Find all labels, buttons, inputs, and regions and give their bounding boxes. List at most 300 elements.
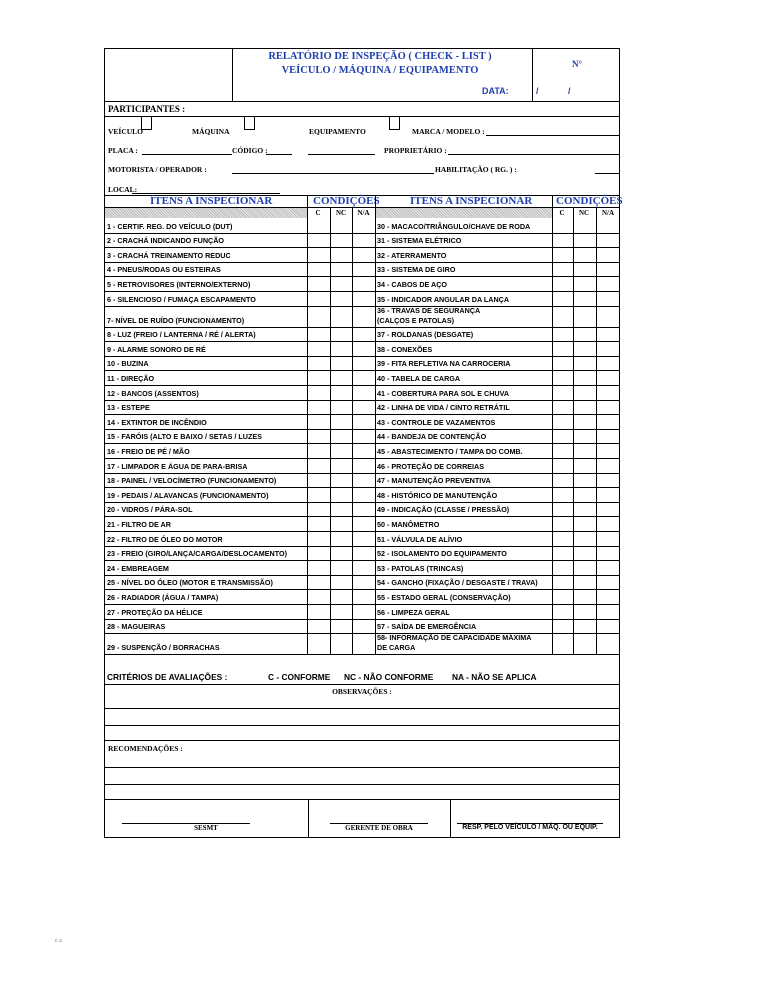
- condition-cell[interactable]: [596, 531, 620, 546]
- responsible-label: RESP. PELO VEÍCULO / MÁQ. OU EQUIP.: [462, 824, 598, 831]
- condition-cell[interactable]: [573, 218, 596, 233]
- item-right-label: 51 - VÁLVULA DE ALÍVIO: [377, 534, 463, 544]
- condition-cell[interactable]: [352, 473, 375, 488]
- item-left-label: 2 - CRACHÁ INDICANDO FUNÇÃO: [107, 236, 224, 246]
- condition-cell[interactable]: [352, 247, 375, 262]
- condition-cell[interactable]: [552, 218, 573, 233]
- condition-cell[interactable]: [352, 502, 375, 517]
- condition-cell[interactable]: [596, 487, 620, 502]
- condition-cell[interactable]: [552, 443, 573, 458]
- condition-cell[interactable]: [552, 589, 573, 604]
- sign-divider-1: [308, 799, 309, 838]
- item-right-label: 30 - MACACO/TRIÂNGULO/CHAVE DE RODA: [377, 221, 531, 231]
- condition-cell[interactable]: [307, 589, 330, 604]
- condition-cell[interactable]: [573, 429, 596, 444]
- condition-cell[interactable]: [307, 414, 330, 429]
- cond-na-right: N/A: [601, 209, 615, 217]
- criteria-nao-conforme: NC - NÃO CONFORME: [344, 672, 434, 682]
- condition-cell[interactable]: [352, 370, 375, 385]
- header-divider-right: [532, 48, 533, 101]
- condition-cell[interactable]: [307, 306, 330, 327]
- condition-cell[interactable]: [552, 516, 573, 531]
- brand-model-field[interactable]: [486, 135, 619, 136]
- item-left-label: 8 - LUZ (FREIO / LANTERNA / RÉ / ALERTA): [107, 330, 256, 340]
- condition-cell[interactable]: [352, 443, 375, 458]
- owner-label: PROPRIETÁRIO :: [384, 146, 447, 155]
- condition-cell[interactable]: [552, 233, 573, 248]
- condition-cell[interactable]: [330, 218, 352, 233]
- condition-cell[interactable]: [596, 327, 620, 342]
- condition-cell[interactable]: [573, 575, 596, 590]
- manager-label: GERENTE DE OBRA: [345, 824, 413, 832]
- condition-cell[interactable]: [596, 429, 620, 444]
- cond-na-left: N/A: [357, 209, 370, 217]
- condition-cell[interactable]: [596, 341, 620, 356]
- condition-cell[interactable]: [552, 502, 573, 517]
- item-left-label: 24 - EMBREAGEM: [107, 563, 169, 573]
- condition-cell[interactable]: [330, 604, 352, 619]
- item-right-label: 41 - COBERTURA PARA SOL E CHUVA: [377, 388, 510, 398]
- condition-cell[interactable]: [307, 218, 330, 233]
- observations-label: OBSERVAÇÕES :: [332, 687, 392, 696]
- equipment-checkbox[interactable]: [389, 116, 400, 130]
- criteria-conforme: C - CONFORME: [268, 672, 331, 682]
- condition-cell[interactable]: [573, 443, 596, 458]
- column-line: [552, 195, 553, 207]
- recommendations-label: RECOMENDAÇÕES :: [108, 744, 183, 753]
- condition-cell[interactable]: [307, 429, 330, 444]
- plate-label: PLACA :: [108, 146, 138, 155]
- license-field[interactable]: [595, 173, 619, 174]
- rec-line-3[interactable]: [104, 799, 620, 800]
- item-right-label: 58- INFORMAÇÃO DE CAPACIDADE MÁXIMA: [377, 633, 532, 643]
- item-left-label: 28 - MAGUEIRAS: [107, 622, 166, 632]
- obs-line-3[interactable]: [104, 740, 620, 741]
- condition-cell[interactable]: [552, 276, 573, 291]
- item-right-label: 43 - CONTROLE DE VAZAMENTOS: [377, 417, 496, 427]
- condition-cell[interactable]: [573, 458, 596, 473]
- participants-title: PARTICIPANTES :: [108, 104, 186, 114]
- vehicle-checkbox[interactable]: [141, 116, 152, 130]
- condition-cell[interactable]: [552, 385, 573, 400]
- item-left-label: 1 - CERTIF. REG. DO VEÍCULO (DUT): [107, 221, 233, 231]
- date-separator: /: [536, 86, 539, 96]
- condition-cell[interactable]: [352, 487, 375, 502]
- subheader-line: [104, 207, 620, 208]
- condition-cell[interactable]: [573, 487, 596, 502]
- item-left-label: 7- NÍVEL DE RUÍDO (FUNCIONAMENTO): [107, 315, 245, 325]
- condition-cell[interactable]: [596, 306, 620, 327]
- condition-cell[interactable]: [307, 385, 330, 400]
- condition-cell[interactable]: [552, 473, 573, 488]
- condition-cell[interactable]: [596, 356, 620, 371]
- code-field[interactable]: [266, 154, 292, 155]
- condition-cell[interactable]: [352, 291, 375, 306]
- condition-cell[interactable]: [573, 531, 596, 546]
- condition-cell[interactable]: [596, 262, 620, 277]
- condition-cell[interactable]: [596, 370, 620, 385]
- condition-cell[interactable]: [330, 487, 352, 502]
- column-line: [375, 207, 376, 654]
- item-left-label: 27 - PROTEÇÃO DA HÉLICE: [107, 607, 203, 617]
- condition-cell[interactable]: [573, 341, 596, 356]
- condition-cell[interactable]: [573, 560, 596, 575]
- condition-cell[interactable]: [352, 633, 375, 654]
- condition-cell[interactable]: [352, 414, 375, 429]
- condition-cell[interactable]: [307, 560, 330, 575]
- item-left-label: 14 - EXTINTOR DE INCÊNDIO: [107, 417, 207, 427]
- condition-cell[interactable]: [352, 458, 375, 473]
- condition-cell[interactable]: [352, 531, 375, 546]
- condition-cell[interactable]: [573, 291, 596, 306]
- condition-cell[interactable]: [352, 276, 375, 291]
- criteria-label: CRITÉRIOS DE AVALIAÇÕES :: [107, 672, 228, 682]
- condition-cell[interactable]: [552, 414, 573, 429]
- hatch-right: [375, 208, 552, 218]
- machine-label: MÁQUINA: [192, 127, 230, 136]
- condition-cell[interactable]: [330, 306, 352, 327]
- condition-cell[interactable]: [330, 546, 352, 561]
- condition-cell[interactable]: [330, 341, 352, 356]
- condition-cell[interactable]: [552, 291, 573, 306]
- item-right-label: 55 - ESTADO GERAL (CONSERVAÇÃO): [377, 593, 511, 602]
- condition-cell[interactable]: [552, 247, 573, 262]
- item-left-label: 9 - ALARME SONORO DE RÉ: [107, 344, 206, 354]
- condition-cell[interactable]: [573, 327, 596, 342]
- condition-cell[interactable]: [330, 458, 352, 473]
- condition-cell[interactable]: [307, 233, 330, 248]
- row-line: [104, 654, 620, 655]
- item-right-label: 36 - TRAVAS DE SEGURANÇA: [377, 305, 481, 315]
- condition-cell[interactable]: [596, 218, 620, 233]
- obs-line-2[interactable]: [104, 725, 620, 726]
- condition-cell[interactable]: [552, 546, 573, 561]
- condition-cell[interactable]: [596, 400, 620, 415]
- cond-c-right: C: [559, 209, 565, 217]
- item-left-label: 11 - DIREÇÃO: [107, 374, 155, 383]
- condition-cell[interactable]: [307, 247, 330, 262]
- condition-cell[interactable]: [552, 429, 573, 444]
- condition-cell[interactable]: [307, 546, 330, 561]
- condition-cell[interactable]: [330, 443, 352, 458]
- item-right-label: 38 - CONEXÕES: [377, 344, 433, 354]
- location-label: LOCAL:: [108, 185, 138, 194]
- item-left-label: 21 - FILTRO DE AR: [107, 520, 171, 529]
- column-line: [330, 207, 331, 654]
- equipment-label: EQUIPAMENTO: [309, 127, 366, 136]
- condition-cell[interactable]: [573, 414, 596, 429]
- condition-cell[interactable]: [307, 575, 330, 590]
- criteria-line: [104, 684, 620, 685]
- condition-cell[interactable]: [573, 247, 596, 262]
- number-label: N°: [572, 59, 583, 69]
- condition-cell[interactable]: [330, 560, 352, 575]
- item-left-label: 23 - FREIO (GIRO/LANÇA/CARGA/DESLOCAMENTO): [107, 549, 287, 559]
- condition-cell[interactable]: [573, 633, 596, 654]
- condition-cell[interactable]: [330, 589, 352, 604]
- condition-cell[interactable]: [552, 327, 573, 342]
- condition-cell[interactable]: [573, 604, 596, 619]
- hatch-left: [105, 208, 307, 218]
- condition-cell[interactable]: [552, 575, 573, 590]
- condition-cell[interactable]: [352, 619, 375, 634]
- item-left-label: 20 - VIDROS / PÁRA-SOL: [107, 505, 193, 515]
- condition-cell[interactable]: [552, 619, 573, 634]
- condition-cell[interactable]: [573, 356, 596, 371]
- condition-cell[interactable]: [352, 589, 375, 604]
- condition-cell[interactable]: [573, 502, 596, 517]
- condition-cell[interactable]: [573, 619, 596, 634]
- condition-cell[interactable]: [573, 233, 596, 248]
- item-right-label-cont: (CALÇOS E PATOLAS): [377, 315, 455, 325]
- condition-cell[interactable]: [573, 306, 596, 327]
- condition-cell[interactable]: [573, 473, 596, 488]
- condition-cell[interactable]: [596, 604, 620, 619]
- brand-model-label: MARCA / MODELO :: [412, 127, 485, 136]
- condition-cell[interactable]: [330, 575, 352, 590]
- item-right-label: 45 - ABASTECIMENTO / TAMPA DO COMB.: [377, 447, 523, 456]
- condition-cell[interactable]: [352, 400, 375, 415]
- condition-cell[interactable]: [552, 400, 573, 415]
- condition-cell[interactable]: [552, 560, 573, 575]
- condition-cell[interactable]: [307, 400, 330, 415]
- driver-field[interactable]: [232, 173, 434, 174]
- column-line: [596, 207, 597, 654]
- condition-cell[interactable]: [330, 233, 352, 248]
- condition-cell[interactable]: [352, 560, 375, 575]
- item-right-label: 49 - INDICAÇÃO (CLASSE / PRESSÃO): [377, 505, 510, 515]
- condition-cell[interactable]: [330, 400, 352, 415]
- date-separator: /: [568, 86, 571, 96]
- condition-cell[interactable]: [307, 443, 330, 458]
- condition-cell[interactable]: [330, 327, 352, 342]
- item-right-label: 35 - INDICADOR ANGULAR DA LANÇA: [377, 294, 510, 304]
- condition-cell[interactable]: [596, 589, 620, 604]
- condition-cell[interactable]: [552, 356, 573, 371]
- conditions-header-right: CONDIÇÕES: [556, 195, 623, 207]
- condition-cell[interactable]: [307, 356, 330, 371]
- condition-cell[interactable]: [573, 276, 596, 291]
- condition-cell[interactable]: [307, 276, 330, 291]
- condition-cell[interactable]: [352, 341, 375, 356]
- column-line: [573, 207, 574, 654]
- condition-cell[interactable]: [307, 604, 330, 619]
- cond-c-left: C: [315, 209, 321, 217]
- condition-cell[interactable]: [330, 619, 352, 634]
- rec-line-2[interactable]: [104, 784, 620, 785]
- condition-cell[interactable]: [330, 414, 352, 429]
- footer-mark: c.s: [55, 938, 62, 944]
- condition-cell[interactable]: [330, 291, 352, 306]
- code-field-extra[interactable]: [308, 154, 375, 155]
- condition-cell[interactable]: [552, 487, 573, 502]
- condition-cell[interactable]: [552, 531, 573, 546]
- item-left-label: 16 - FREIO DE PÉ / MÃO: [107, 447, 190, 456]
- driver-label: MOTORISTA / OPERADOR :: [108, 165, 207, 174]
- condition-cell[interactable]: [573, 262, 596, 277]
- item-right-label: 33 - SISTEMA DE GIRO: [377, 265, 456, 275]
- item-left-label: 3 - CRACHÁ TREINAMENTO REDUC: [107, 250, 231, 260]
- condition-cell[interactable]: [552, 458, 573, 473]
- condition-cell[interactable]: [352, 327, 375, 342]
- condition-cell[interactable]: [596, 385, 620, 400]
- condition-cell[interactable]: [352, 262, 375, 277]
- condition-cell[interactable]: [352, 546, 375, 561]
- condition-cell[interactable]: [573, 370, 596, 385]
- condition-cell[interactable]: [307, 262, 330, 277]
- condition-cell[interactable]: [352, 575, 375, 590]
- condition-cell[interactable]: [552, 370, 573, 385]
- condition-cell[interactable]: [552, 604, 573, 619]
- condition-cell[interactable]: [330, 516, 352, 531]
- vehicle-label: VEÍCULO: [108, 127, 144, 136]
- item-right-label: 54 - GANCHO (FIXAÇÃO / DESGASTE / TRAVA): [377, 578, 538, 588]
- item-right-label: 34 - CABOS DE AÇO: [377, 280, 448, 289]
- form-subtitle: VEÍCULO / MÁQUINA / EQUIPAMENTO: [281, 65, 479, 76]
- item-right-label: 31 - SISTEMA ELÉTRICO: [377, 236, 462, 246]
- condition-cell[interactable]: [352, 306, 375, 327]
- condition-cell[interactable]: [573, 516, 596, 531]
- item-left-label: 17 - LIMPADOR E ÁGUA DE PARA-BRISA: [107, 461, 248, 471]
- condition-cell[interactable]: [573, 546, 596, 561]
- condition-cell[interactable]: [596, 247, 620, 262]
- item-right-label: 47 - MANUTENÇÃO PREVENTIVA: [377, 476, 491, 486]
- column-line: [552, 207, 553, 654]
- item-left-label: 12 - BANCOS (ASSENTOS): [107, 388, 199, 398]
- condition-cell[interactable]: [352, 218, 375, 233]
- item-left-label: 25 - NÍVEL DO ÓLEO (MOTOR E TRANSMISSÃO): [107, 578, 273, 588]
- item-left-label: 18 - PAINEL / VELOCÍMETRO (FUNCIONAMENTO): [107, 476, 277, 486]
- column-line: [375, 195, 376, 207]
- item-left-label: 10 - BUZINA: [107, 359, 149, 369]
- machine-checkbox[interactable]: [244, 116, 255, 130]
- condition-cell[interactable]: [330, 356, 352, 371]
- item-right-label: 48 - HISTÓRICO DE MANUTENÇÃO: [377, 490, 498, 500]
- item-right-label-cont: DE CARGA: [377, 643, 416, 653]
- condition-cell[interactable]: [573, 385, 596, 400]
- item-right-label: 46 - PROTEÇÃO DE CORREIAS: [377, 461, 485, 471]
- condition-cell[interactable]: [330, 473, 352, 488]
- condition-cell[interactable]: [330, 370, 352, 385]
- code-label: CÓDIGO :: [232, 146, 268, 155]
- condition-cell[interactable]: [307, 502, 330, 517]
- condition-cell[interactable]: [573, 589, 596, 604]
- item-left-label: 15 - FARÓIS (ALTO E BAIXO / SETAS / LUZES: [107, 432, 262, 442]
- item-left-label: 5 - RETROVISORES (INTERNO/EXTERNO): [107, 280, 251, 289]
- item-right-label: 53 - PATOLAS (TRINCAS): [377, 563, 464, 573]
- condition-cell[interactable]: [352, 385, 375, 400]
- condition-cell[interactable]: [596, 560, 620, 575]
- condition-cell[interactable]: [596, 575, 620, 590]
- condition-cell[interactable]: [596, 473, 620, 488]
- obs-line-1[interactable]: [104, 708, 620, 709]
- condition-cell[interactable]: [552, 262, 573, 277]
- items-header-right: ÍTENS A INSPECIONAR: [410, 195, 533, 207]
- condition-cell[interactable]: [307, 370, 330, 385]
- license-label: HABILITAÇÃO ( RG. ) :: [435, 165, 517, 174]
- form-title: RELATÓRIO DE INSPEÇÃO ( CHECK - LIST ): [268, 51, 492, 62]
- condition-cell[interactable]: [330, 429, 352, 444]
- condition-cell[interactable]: [307, 458, 330, 473]
- condition-cell[interactable]: [596, 546, 620, 561]
- condition-cell[interactable]: [596, 516, 620, 531]
- condition-cell[interactable]: [307, 531, 330, 546]
- condition-cell[interactable]: [352, 356, 375, 371]
- item-right-label: 50 - MANÔMETRO: [377, 520, 440, 529]
- condition-cell[interactable]: [596, 291, 620, 306]
- condition-cell[interactable]: [352, 516, 375, 531]
- condition-cell[interactable]: [330, 531, 352, 546]
- item-left-label: 26 - RADIADOR (ÁGUA / TAMPA): [107, 593, 219, 602]
- condition-cell[interactable]: [330, 247, 352, 262]
- items-header-left: ÍTENS A INSPECIONAR: [150, 195, 273, 207]
- condition-cell[interactable]: [307, 516, 330, 531]
- condition-cell[interactable]: [596, 276, 620, 291]
- column-line: [352, 207, 353, 654]
- item-left-label: 13 - ESTEPE: [107, 403, 150, 413]
- condition-cell[interactable]: [352, 233, 375, 248]
- condition-cell[interactable]: [573, 400, 596, 415]
- owner-field[interactable]: [448, 154, 619, 155]
- header-divider-left: [232, 48, 233, 101]
- item-left-label: 22 - FILTRO DE ÓLEO DO MOTOR: [107, 534, 223, 544]
- item-right-label: 39 - FITA REFLETIVA NA CARROCERIA: [377, 359, 511, 369]
- conditions-header-left: CONDIÇÕES: [313, 195, 380, 207]
- condition-cell[interactable]: [307, 473, 330, 488]
- item-right-label: 44 - BANDEJA DE CONTENÇÃO: [377, 432, 487, 442]
- condition-cell[interactable]: [307, 327, 330, 342]
- condition-cell[interactable]: [596, 414, 620, 429]
- condition-cell[interactable]: [330, 502, 352, 517]
- rec-line-1[interactable]: [104, 767, 620, 768]
- condition-cell[interactable]: [552, 306, 573, 327]
- condition-cell[interactable]: [552, 633, 573, 654]
- condition-cell[interactable]: [596, 633, 620, 654]
- item-right-label: 52 - ISOLAMENTO DO EQUIPAMENTO: [377, 549, 507, 559]
- item-left-label: 4 - PNEUS/RODAS OU ESTEIRAS: [107, 265, 221, 275]
- condition-cell[interactable]: [307, 633, 330, 654]
- cond-nc-left: NC: [335, 209, 347, 217]
- condition-cell[interactable]: [596, 443, 620, 458]
- condition-cell[interactable]: [596, 233, 620, 248]
- header-bottom-line: [104, 101, 620, 102]
- plate-field[interactable]: [142, 154, 232, 155]
- condition-cell[interactable]: [596, 502, 620, 517]
- item-left-label: 29 - SUSPENÇÃO / BORRACHAS: [107, 643, 220, 653]
- item-left-label: 19 - PEDAIS / ALAVANCAS (FUNCIONAMENTO): [107, 490, 269, 500]
- condition-cell[interactable]: [352, 604, 375, 619]
- date-label: DATA:: [482, 86, 509, 96]
- condition-cell[interactable]: [552, 341, 573, 356]
- condition-cell[interactable]: [307, 487, 330, 502]
- condition-cell[interactable]: [307, 341, 330, 356]
- condition-cell[interactable]: [330, 633, 352, 654]
- condition-cell[interactable]: [307, 291, 330, 306]
- condition-cell[interactable]: [330, 262, 352, 277]
- item-right-label: 57 - SAÍDA DE EMERGÊNCIA: [377, 622, 477, 632]
- location-field[interactable]: [132, 193, 280, 194]
- participants-line: [104, 116, 620, 117]
- item-right-label: 40 - TABELA DE CARGA: [377, 374, 461, 383]
- condition-cell[interactable]: [307, 619, 330, 634]
- column-line: [307, 207, 308, 654]
- column-line: [307, 195, 308, 207]
- condition-cell[interactable]: [596, 458, 620, 473]
- condition-cell[interactable]: [596, 619, 620, 634]
- condition-cell[interactable]: [352, 429, 375, 444]
- condition-cell[interactable]: [330, 385, 352, 400]
- condition-cell[interactable]: [330, 276, 352, 291]
